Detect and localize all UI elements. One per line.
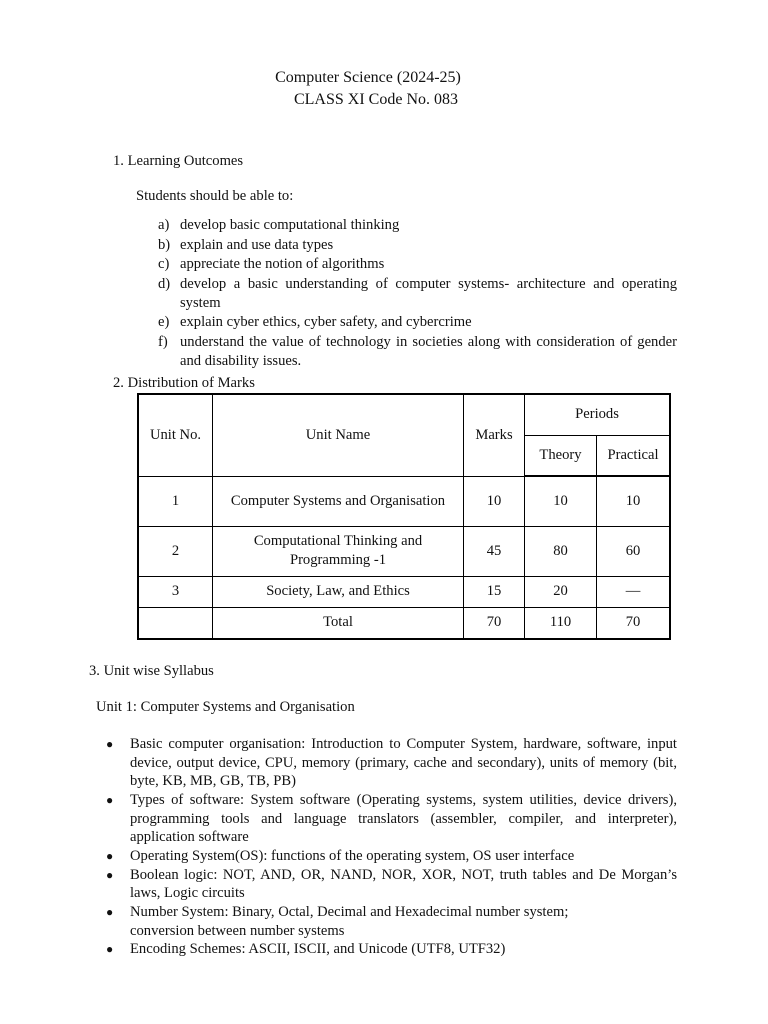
list-item-label: f) <box>158 334 168 351</box>
list-item-text: Operating System(OS): functions of the operating system, OS user interface <box>130 848 575 865</box>
cell-practical: — <box>597 576 671 607</box>
list-item <box>158 275 677 312</box>
col-header-theory: Theory <box>525 435 597 476</box>
list-item-label: d) <box>158 276 171 293</box>
table-row <box>138 576 670 607</box>
syllabus-list <box>106 735 677 959</box>
bullet-icon: ● <box>106 867 114 882</box>
cell-unit-no-empty <box>138 607 213 639</box>
cell-practical: 60 <box>597 526 671 576</box>
col-header-periods: Periods <box>525 394 671 435</box>
list-item-text: develop basic computational thinking <box>180 217 400 233</box>
list-item <box>158 255 677 274</box>
list-item <box>158 216 677 235</box>
bullet-icon: ● <box>106 942 114 957</box>
list-item <box>106 791 677 847</box>
syllabus-heading: 3. Unit wise Syllabus <box>89 663 214 679</box>
list-item-text: develop a basic understanding of computer systems- architecture and operating system <box>180 276 677 311</box>
bullet-icon: ● <box>106 905 114 920</box>
document-title: Computer Science (2024-25) <box>275 69 461 86</box>
list-item <box>158 236 677 255</box>
list-item-text: explain and use data types <box>180 236 334 253</box>
col-header-unit-name: Unit Name <box>213 394 464 476</box>
list-item-line: conversion between number systems <box>130 922 345 939</box>
cell-marks: 45 <box>464 526 525 576</box>
learning-outcomes-list <box>158 216 677 371</box>
learning-outcomes-intro: Students should be able to: <box>136 188 294 204</box>
learning-outcomes-heading: 1. Learning Outcomes <box>113 153 244 169</box>
list-item-text: Encoding Schemes: ASCII, ISCII, and Unicode (UTF8, UTF32) <box>130 941 506 958</box>
table-row <box>138 526 670 576</box>
table-total-row <box>138 607 670 639</box>
cell-unit-name: Society, Law, and Ethics <box>213 576 464 607</box>
cell-theory: 80 <box>525 526 597 576</box>
list-item <box>106 735 677 791</box>
cell-practical: 10 <box>597 476 671 526</box>
cell-unit-no: 2 <box>138 526 213 576</box>
list-item-text: understand the value of technology in societies along with consideration of gender and disability issues. <box>180 334 677 369</box>
list-item <box>106 940 677 959</box>
col-header-practical: Practical <box>597 435 671 476</box>
list-item-label: a) <box>158 217 170 233</box>
list-item-line: Number System: Binary, Octal, Decimal and Hexadecimal number system; <box>130 904 569 921</box>
cell-total-label: Total <box>213 607 464 639</box>
cell-unit-name: Computer Systems and Organisation <box>213 476 464 526</box>
list-item <box>106 903 677 940</box>
table-row <box>138 476 670 526</box>
cell-marks: 15 <box>464 576 525 607</box>
distribution-heading: 2. Distribution of Marks <box>113 375 255 391</box>
list-item-label: c) <box>158 256 170 273</box>
list-item-label: e) <box>158 314 170 331</box>
list-item-text: Boolean logic: NOT, AND, OR, NAND, NOR, XOR, NOT, truth tables and De Morgan’s laws, Logic circuits <box>130 866 677 902</box>
list-item-text: explain cyber ethics, cyber safety, and cybercrime <box>180 314 472 331</box>
cell-marks: 10 <box>464 476 525 526</box>
cell-unit-no: 3 <box>138 576 213 607</box>
marks-table <box>137 393 671 640</box>
list-item-text: appreciate the notion of algorithms <box>180 256 385 273</box>
list-item-text: Basic computer organisation: Introduction to Computer System, hardware, software, input device, output device, CPU, memory (primary, cache and secondary), units of memory (bit, byte, KB, MB, GB, TB, PB) <box>130 736 677 790</box>
list-item <box>106 847 677 866</box>
cell-total-practical: 70 <box>597 607 671 639</box>
col-header-unit-no: Unit No. <box>138 394 213 476</box>
list-item-text: Types of software: System software (Operating systems, system utilities, device drivers), programming tools and language translators (assembler, compiler, and interpreter), application software <box>130 792 677 846</box>
col-header-marks: Marks <box>464 394 525 476</box>
list-item <box>106 866 677 903</box>
unit1-heading: Unit 1: Computer Systems and Organisation <box>96 699 355 715</box>
cell-total-theory: 110 <box>525 607 597 639</box>
bullet-icon: ● <box>106 849 114 864</box>
cell-theory: 20 <box>525 576 597 607</box>
document-subtitle: CLASS XI Code No. 083 <box>293 91 458 108</box>
list-item <box>158 333 677 370</box>
cell-theory: 10 <box>525 476 597 526</box>
list-item-text <box>130 903 677 940</box>
table-header-row <box>138 394 670 435</box>
list-item-label: b) <box>158 236 171 253</box>
cell-unit-name: Computational Thinking and Programming -1 <box>213 526 464 576</box>
cell-total-marks: 70 <box>464 607 525 639</box>
bullet-icon: ● <box>106 737 114 751</box>
cell-unit-no: 1 <box>138 476 213 526</box>
list-item <box>158 313 677 332</box>
bullet-icon: ● <box>106 793 114 808</box>
